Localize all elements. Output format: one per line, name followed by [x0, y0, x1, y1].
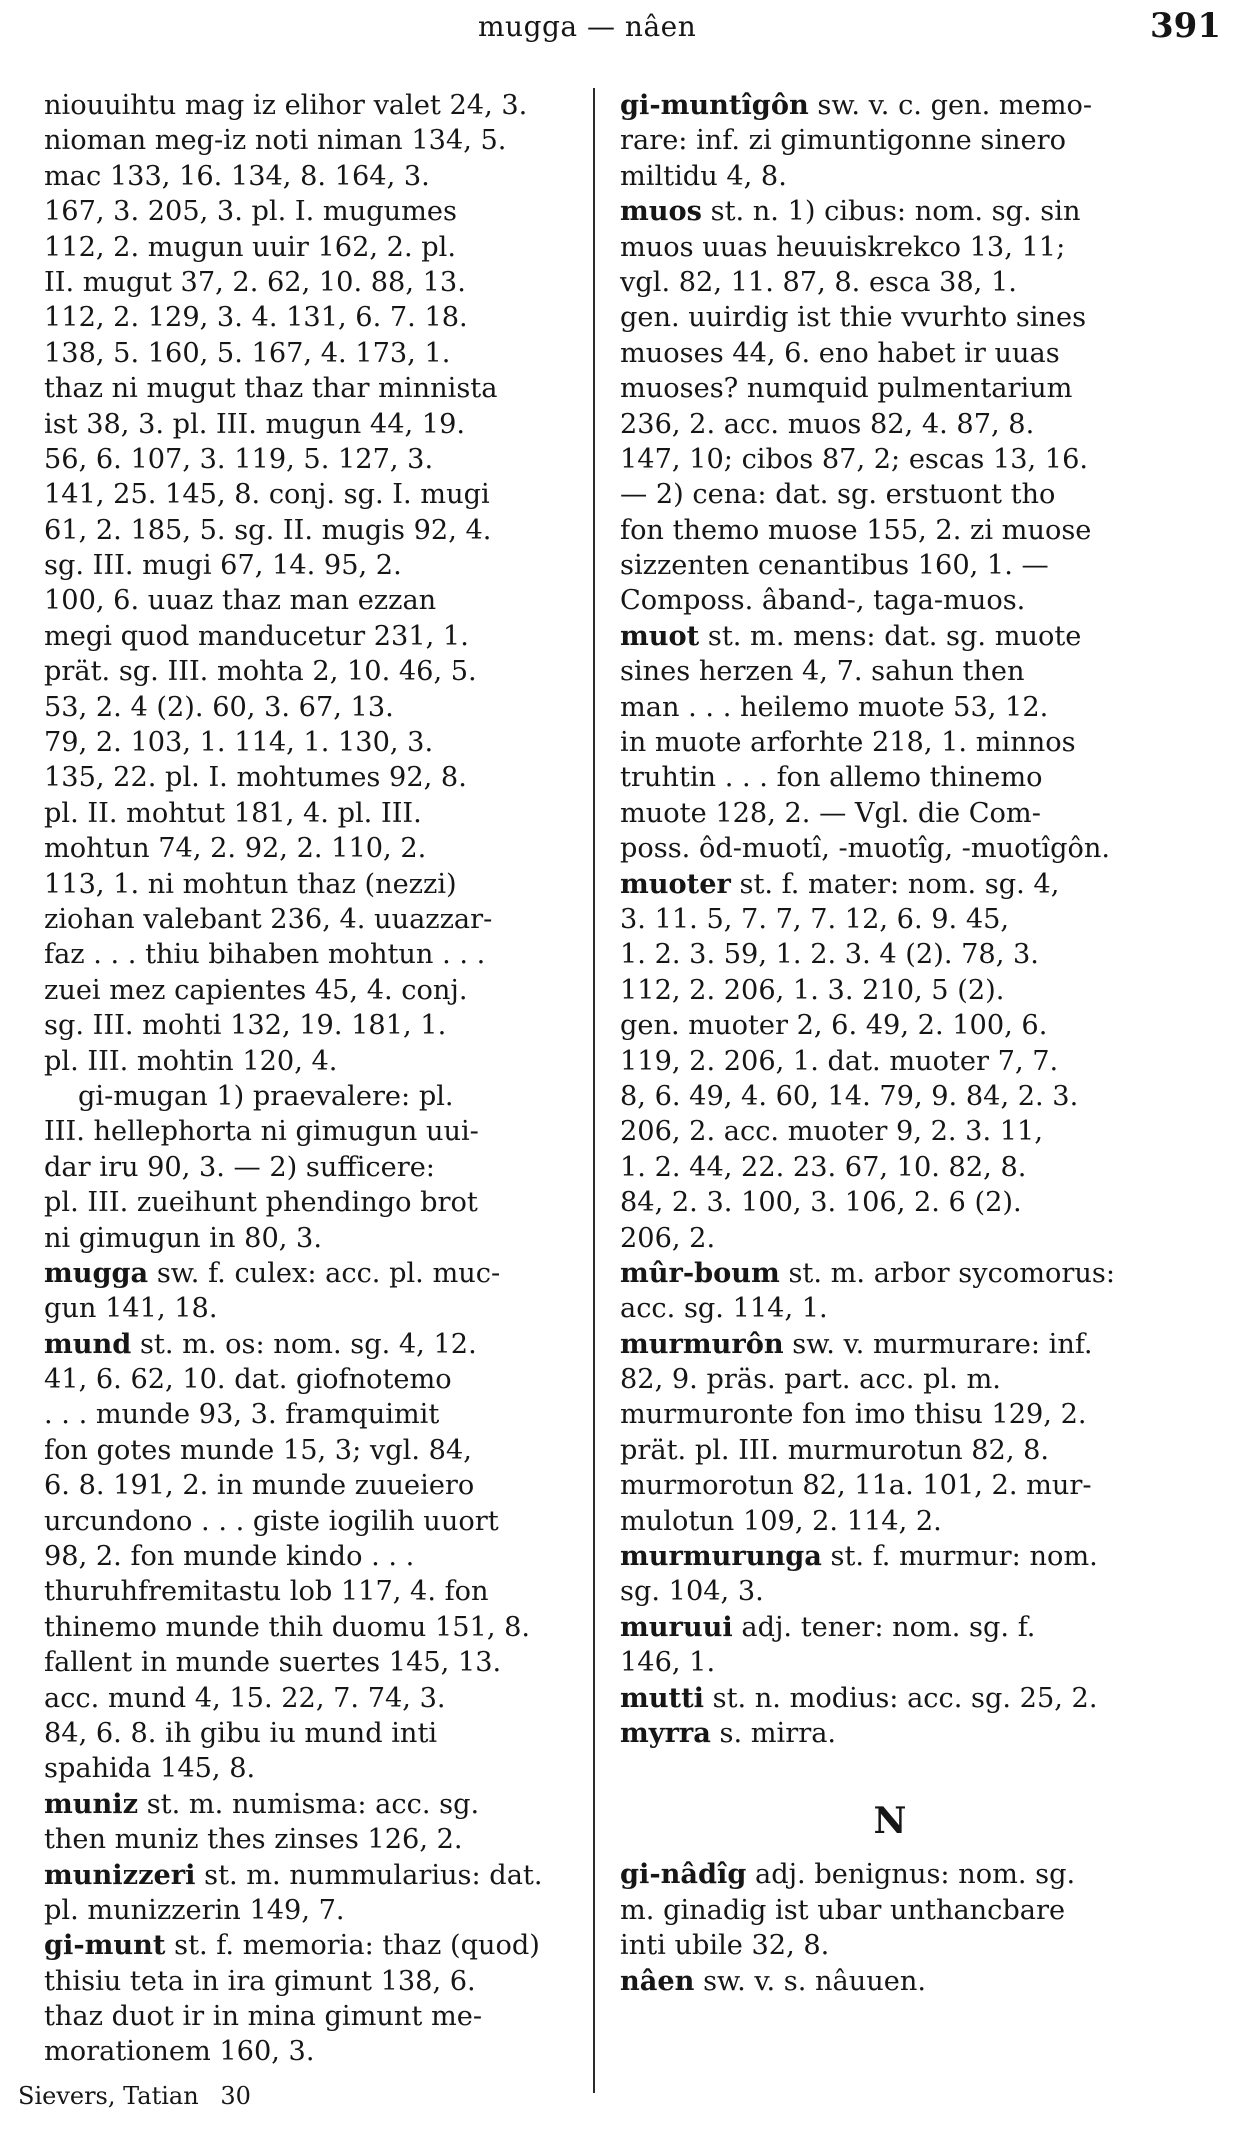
right-line: muot st. m. mens: dat. sg. muote [620, 619, 1082, 652]
right-line: muoses 44, 6. eno habet ir uuas [620, 337, 1060, 369]
page-header [0, 6, 1244, 54]
right-line: gen. muoter 2, 6. 49, 2. 100, 6. [620, 1010, 1048, 1042]
right-line: nâen sw. v. s. nâuuen. [620, 1964, 927, 1997]
headword: mutti [620, 1681, 704, 1714]
right-line: 206, 2. [620, 1222, 716, 1254]
right-line: murmuronte fon imo thisu 129, 2. [620, 1399, 1087, 1431]
left-line: gun 141, 18. [44, 1293, 218, 1325]
left-line: III. hellephorta ni gimugun uui- [44, 1116, 479, 1148]
running-title: mugga — nâen [478, 10, 697, 43]
left-line: muniz st. m. numisma: acc. sg. [44, 1787, 480, 1820]
right-line: sg. 104, 3. [620, 1576, 764, 1608]
left-line: gi-munt st. f. memoria: thaz (quod) [44, 1929, 540, 1962]
headword: gi-nâdîg [620, 1858, 747, 1891]
right-line: 1. 2. 3. 59, 1. 2. 3. 4 (2). 78, 3. [620, 939, 1039, 971]
right-line: m. ginadig ist ubar unthancbare [620, 1894, 1066, 1926]
right-line: sizzenten cenantibus 160, 1. — [620, 550, 1049, 582]
right-line: 82, 9. präs. part. acc. pl. m. [620, 1364, 1001, 1396]
left-line: 141, 25. 145, 8. conj. sg. I. mugi [44, 479, 490, 511]
headword: murmurunga [620, 1540, 822, 1573]
footer-signature: Sievers, Tatian [18, 2082, 199, 2110]
left-line: mund st. m. os: nom. sg. 4, 12. [44, 1327, 477, 1360]
right-line: 236, 2. acc. muos 82, 4. 87, 8. [620, 408, 1035, 440]
right-line: gen. uuirdig ist thie vvurhto sines [620, 302, 1087, 334]
right-line: muoses? numquid pulmentarium [620, 373, 1073, 405]
right-line: 147, 10; cibos 87, 2; escas 13, 16. [620, 443, 1089, 475]
left-line: 53, 2. 4 (2). 60, 3. 67, 13. [44, 691, 394, 723]
right-line: 8, 6. 49, 4. 60, 14. 79, 9. 84, 2. 3. [620, 1080, 1079, 1112]
right-line: gi-muntîgôn sw. v. c. gen. memo- [620, 89, 1093, 121]
left-line: pl. II. mohtut 181, 4. pl. III. [44, 797, 422, 829]
right-line: 112, 2. 206, 1. 3. 210, 5 (2). [620, 974, 1005, 1006]
page-number: 391 [1150, 6, 1221, 46]
right-line: — 2) cena: dat. sg. erstuont tho [620, 479, 1056, 511]
column-divider [593, 88, 595, 2093]
right-line: muote 128, 2. — Vgl. die Com- [620, 797, 1041, 829]
right-line: man . . . heilemo muote 53, 12. [620, 691, 1049, 723]
right-line: myrra s. mirra. [620, 1716, 837, 1749]
left-line: 79, 2. 103, 1. 114, 1. 130, 3. [44, 727, 434, 759]
right-line: 3. 11. 5, 7. 7, 7. 12, 6. 9. 45, [620, 903, 1010, 935]
left-line: spahida 145, 8. [44, 1753, 256, 1785]
left-line: 113, 1. ni mohtun thaz (nezzi) [44, 868, 457, 900]
right-line: 1. 2. 44, 22. 23. 67, 10. 82, 8. [620, 1151, 1027, 1183]
left-line: 61, 2. 185, 5. sg. II. mugis 92, 4. [44, 514, 492, 546]
left-line: munizzeri st. m. nummularius: dat. [44, 1858, 543, 1891]
left-line: 41, 6. 62, 10. dat. giofnotemo [44, 1364, 452, 1396]
right-line: acc. sg. 114, 1. [620, 1293, 828, 1325]
left-line: 112, 2. mugun uuir 162, 2. pl. [44, 231, 456, 263]
left-line: niouuihtu mag iz elihor valet 24, 3. [44, 90, 528, 121]
left-line: ist 38, 3. pl. III. mugun 44, 19. [44, 408, 466, 440]
right-line: mulotun 109, 2. 114, 2. [620, 1505, 942, 1537]
right-line: Composs. âband-, taga-muos. [620, 585, 1026, 617]
right-line: vgl. 82, 11. 87, 8. esca 38, 1. [620, 266, 1017, 298]
headword: munizzeri [44, 1858, 196, 1891]
left-line: thinemo munde thih duomu 151, 8. [44, 1611, 531, 1643]
left-line: dar iru 90, 3. — 2) sufficere: [44, 1151, 435, 1183]
right-line: murmurunga st. f. murmur: nom. [620, 1540, 1098, 1573]
left-line: thaz duot ir in mina gimunt me- [44, 2001, 483, 2033]
right-line: murmorotun 82, 11a. 101, 2. mur- [620, 1470, 1092, 1502]
right-line: inti ubile 32, 8. [620, 1930, 830, 1962]
left-line: morationem 160, 3. [44, 2036, 315, 2068]
right-line: in muote arforhte 218, 1. minnos [620, 727, 1076, 759]
headword: muos [620, 195, 702, 228]
left-line: thisiu teta in ira gimunt 138, 6. [44, 1965, 476, 1997]
left-line: thuruhfremitastu lob 117, 4. fon [44, 1576, 489, 1608]
left-line: fallent in munde suertes 145, 13. [44, 1647, 502, 1679]
left-line: mohtun 74, 2. 92, 2. 110, 2. [44, 833, 427, 865]
headword: muniz [44, 1787, 139, 1820]
left-line: then muniz thes zinses 126, 2. [44, 1824, 463, 1856]
right-line: rare: inf. zi gimuntigonne sinero [620, 125, 1066, 157]
right-line: miltidu 4, 8. [620, 160, 787, 192]
left-line: urcundono . . . giste iogilih uuort [44, 1505, 499, 1537]
headword: muruui [620, 1610, 733, 1643]
left-line: 167, 3. 205, 3. pl. I. mugumes [44, 196, 457, 228]
page-footer [18, 2082, 251, 2110]
left-line: zuei mez capientes 45, 4. conj. [44, 974, 468, 1006]
right-line: truhtin . . . fon allemo thinemo [620, 762, 1043, 794]
right-line: muos uuas heuuiskrekco 13, 11; [620, 231, 1066, 263]
right-line: 146, 1. [620, 1647, 716, 1679]
left-line: pl. munizzerin 149, 7. [44, 1894, 345, 1926]
left-line: 6. 8. 191, 2. in munde zuueiero [44, 1470, 475, 1502]
right-column [620, 88, 1190, 1999]
headword: mûr-boum [620, 1256, 780, 1289]
headword: mund [44, 1327, 132, 1360]
left-line: gi-mugan 1) praevalere: pl. [78, 1080, 454, 1112]
right-line: murmurôn sw. v. murmurare: inf. [620, 1327, 1093, 1360]
left-line: . . . munde 93, 3. framquimit [44, 1399, 440, 1431]
headword: muoter [620, 867, 731, 900]
right-line: muruui adj. tener: nom. sg. f. [620, 1610, 1036, 1643]
left-line: 84, 6. 8. ih gibu iu mund inti [44, 1717, 438, 1749]
headword: myrra [620, 1716, 711, 1749]
left-line: 56, 6. 107, 3. 119, 5. 127, 3. [44, 443, 434, 475]
left-line: sg. III. mohti 132, 19. 181, 1. [44, 1010, 447, 1042]
right-line: 119, 2. 206, 1. dat. muoter 7, 7. [620, 1045, 1059, 1077]
left-line: pl. III. mohtin 120, 4. [44, 1045, 338, 1077]
left-line: thaz ni mugut thaz thar minnista [44, 373, 498, 405]
left-line: prät. sg. III. mohta 2, 10. 46, 5. [44, 656, 477, 688]
left-line: nioman meg-iz noti niman 134, 5. [44, 125, 507, 157]
headword: gi-muntîgôn [620, 89, 809, 121]
left-line: ni gimugun in 80, 3. [44, 1222, 322, 1254]
right-line: sines herzen 4, 7. sahun then [620, 656, 1025, 688]
left-line: mac 133, 16. 134, 8. 164, 3. [44, 160, 430, 192]
right-line: 84, 2. 3. 100, 3. 106, 2. 6 (2). [620, 1187, 1022, 1219]
left-line: fon gotes munde 15, 3; vgl. 84, [44, 1434, 472, 1466]
headword: gi-munt [44, 1929, 166, 1962]
left-line: faz . . . thiu bihaben mohtun . . . [44, 939, 486, 971]
left-line: 138, 5. 160, 5. 167, 4. 173, 1. [44, 337, 451, 369]
headword: muot [620, 619, 700, 652]
left-line: 100, 6. uuaz thaz man ezzan [44, 585, 437, 617]
left-line: 135, 22. pl. I. mohtumes 92, 8. [44, 762, 467, 794]
left-line: pl. III. zueihunt phendingo brot [44, 1187, 478, 1219]
headword: nâen [620, 1964, 695, 1997]
left-line: 112, 2. 129, 3. 4. 131, 6. 7. 18. [44, 302, 468, 334]
right-line: muos st. n. 1) cibus: nom. sg. sin [620, 195, 1081, 228]
footer-sheet-number: 30 [220, 2082, 251, 2110]
right-line: prät. pl. III. murmurotun 82, 8. [620, 1434, 1050, 1466]
right-line: fon themo muose 155, 2. zi muose [620, 514, 1092, 546]
left-line: ziohan valebant 236, 4. uuazzar- [44, 903, 493, 935]
right-line: mûr-boum st. m. arbor sycomorus: [620, 1256, 1115, 1289]
left-column [44, 88, 574, 2070]
left-line: megi quod manducetur 231, 1. [44, 620, 469, 652]
left-line: 98, 2. fon munde kindo . . . [44, 1541, 415, 1573]
headword: mugga [44, 1256, 149, 1289]
right-line: muoter st. f. mater: nom. sg. 4, [620, 867, 1060, 900]
right-line: poss. ôd-muotî, -muotîg, -muotîgôn. [620, 833, 1111, 865]
left-line: sg. III. mugi 67, 14. 95, 2. [44, 550, 402, 582]
headword: murmurôn [620, 1327, 784, 1360]
left-line: mugga sw. f. culex: acc. pl. muc- [44, 1256, 501, 1289]
right-line: gi-nâdîg adj. benignus: nom. sg. [620, 1858, 1076, 1891]
right-line: mutti st. n. modius: acc. sg. 25, 2. [620, 1681, 1098, 1714]
section-letter: N [873, 1800, 907, 1843]
left-line: acc. mund 4, 15. 22, 7. 74, 3. [44, 1682, 446, 1714]
left-line: II. mugut 37, 2. 62, 10. 88, 13. [44, 266, 466, 298]
right-line: 206, 2. acc. muoter 9, 2. 3. 11, [620, 1116, 1043, 1148]
